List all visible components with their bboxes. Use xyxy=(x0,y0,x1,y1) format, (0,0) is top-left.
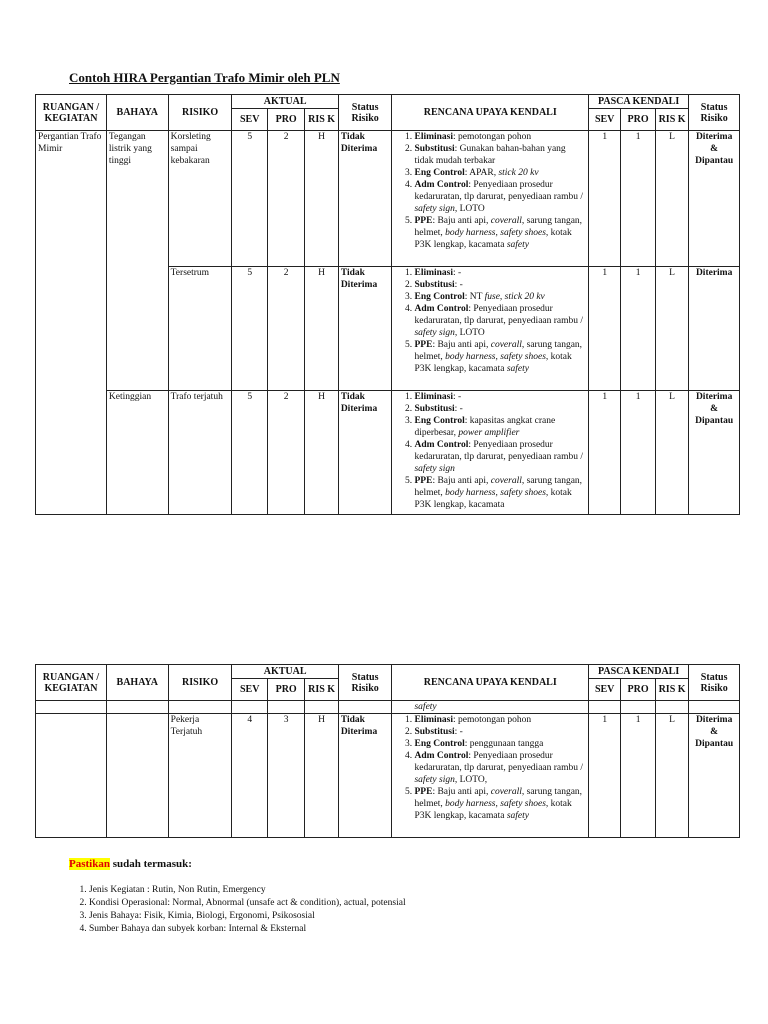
header-aktual: AKTUAL xyxy=(232,95,338,109)
plan-item: 3. Eng Control: NT fuse, stick 20 kv xyxy=(414,291,586,303)
plan-item: 2. Substitusi: - xyxy=(414,726,586,738)
status-cell: Tidak Diterima xyxy=(338,714,392,838)
plan-item: 5. PPE: Baju anti api, coverall, sarung tangan, helmet, body harness, safety shoes, kotak P3K lengkap, kacamata safety xyxy=(414,786,586,822)
sev-cell: 5 xyxy=(232,391,267,515)
header-risiko: RISIKO xyxy=(168,95,232,131)
bahaya-cell xyxy=(106,714,168,838)
plan-item: 4. Adm Control: Penyediaan prosedur kedaruratan, tlp darurat, penyediaan rambu / safety sign, LOTO xyxy=(414,179,586,215)
header-aktual: AKTUAL xyxy=(232,665,338,679)
header-status: Status Risiko xyxy=(338,665,392,701)
header-status: Status Risiko xyxy=(338,95,392,131)
plan-item: 1. Eliminasi: - xyxy=(414,391,586,403)
list-item: 2. Kondisi Operasional: Normal, Abnormal (unsafe act & condition), actual, potensial xyxy=(89,897,406,910)
notes-list xyxy=(69,884,406,936)
header-bahaya: BAHAYA xyxy=(106,95,168,131)
status-pasca-cell: Diterima xyxy=(689,267,740,391)
header-rencana: RENCANA UPAYA KENDALI xyxy=(392,95,589,131)
hira-table-1 xyxy=(35,94,740,515)
pro-cell: 3 xyxy=(267,714,304,838)
plan-item: 1. Eliminasi: - xyxy=(414,267,586,279)
notes-title xyxy=(69,858,406,870)
status-cell: Tidak Diterima xyxy=(338,131,392,267)
sev-pasca-cell: 1 xyxy=(588,391,620,515)
status-cell: Tidak Diterima xyxy=(338,391,392,515)
header-risk: RIS K xyxy=(305,109,338,131)
pro-pasca-cell: 1 xyxy=(621,391,655,515)
plan-item: 5. PPE: Baju anti api, coverall, sarung tangan, helmet, body harness, safety shoes, kotak P3K lengkap, kacamata xyxy=(414,475,586,511)
risk-cell: H xyxy=(305,714,338,838)
plan-item: 1. Eliminasi: pemotongan pohon xyxy=(414,714,586,726)
plan-cell xyxy=(392,131,589,267)
header-risk: RIS K xyxy=(305,679,338,701)
table-row-carryover xyxy=(36,701,740,714)
list-item: 3. Jenis Bahaya: Fisik, Kimia, Biologi, Ergonomi, Psikososial xyxy=(89,910,406,923)
bahaya-cell: Ketinggian xyxy=(106,391,168,515)
plan-item: 5. PPE: Baju anti api, coverall, sarung tangan, helmet, body harness, safety shoes, kotak P3K lengkap, kacamata safety xyxy=(414,215,586,251)
pro-cell: 2 xyxy=(267,131,304,267)
bahaya-cell: Tegangan listrik yang tinggi xyxy=(106,131,168,391)
sev-pasca-cell: 1 xyxy=(588,267,620,391)
header-status-pasca: Status Risiko xyxy=(689,665,740,701)
header-pro-pasca: PRO xyxy=(621,109,655,131)
status-cell: Tidak Diterima xyxy=(338,267,392,391)
header-ruangan: RUANGAN / KEGIATAN xyxy=(36,665,107,701)
header-sev-pasca: SEV xyxy=(588,679,620,701)
risiko-cell: Tersetrum xyxy=(168,267,232,391)
risk-pasca-cell: L xyxy=(655,714,688,838)
status-pasca-cell: Diterima & Dipantau xyxy=(689,131,740,267)
risiko-cell: Korsleting sampai kebakaran xyxy=(168,131,232,267)
header-bahaya: BAHAYA xyxy=(106,665,168,701)
header-status-pasca: Status Risiko xyxy=(689,95,740,131)
plan-item: 4. Adm Control: Penyediaan prosedur kedaruratan, tlp darurat, penyediaan rambu / safety sign, LOTO xyxy=(414,303,586,339)
header-pasca: PASCA KENDALI xyxy=(588,665,688,679)
plan-item: 3. Eng Control: APAR, stick 20 kv xyxy=(414,167,586,179)
plan-item: 2. Substitusi: - xyxy=(414,279,586,291)
risk-pasca-cell: L xyxy=(655,267,688,391)
sev-cell: 5 xyxy=(232,267,267,391)
hira-table-2 xyxy=(35,664,740,838)
plan-list xyxy=(394,267,586,375)
table-row xyxy=(36,131,740,267)
carryover-text: safety xyxy=(392,701,589,714)
header-risk-pasca: RIS K xyxy=(655,109,688,131)
header-rencana: RENCANA UPAYA KENDALI xyxy=(392,665,589,701)
status-pasca-cell: Diterima & Dipantau xyxy=(689,391,740,515)
plan-item: 1. Eliminasi: pemotongan pohon xyxy=(414,131,586,143)
sev-pasca-cell: 1 xyxy=(588,131,620,267)
sev-cell: 4 xyxy=(232,714,267,838)
plan-cell xyxy=(392,714,589,838)
document-title: Contoh HIRA Pergantian Trafo Mimir oleh PLN xyxy=(69,70,340,85)
header-ruangan: RUANGAN / KEGIATAN xyxy=(36,95,107,131)
table-row xyxy=(36,714,740,838)
list-item: 4. Sumber Bahaya dan subyek korban: Internal & Eksternal xyxy=(89,923,406,936)
ruangan-cell: Pergantian Trafo Mimir xyxy=(36,131,107,515)
header-sev: SEV xyxy=(232,679,267,701)
risk-cell: H xyxy=(305,391,338,515)
header-pro: PRO xyxy=(267,679,304,701)
header-pro: PRO xyxy=(267,109,304,131)
highlighted-word: Pastikan xyxy=(69,858,110,870)
pro-cell: 2 xyxy=(267,267,304,391)
sev-pasca-cell: 1 xyxy=(588,714,620,838)
plan-list xyxy=(394,714,586,822)
plan-list xyxy=(394,131,586,251)
ruangan-cell xyxy=(36,714,107,838)
header-pro-pasca: PRO xyxy=(621,679,655,701)
pro-pasca-cell: 1 xyxy=(621,267,655,391)
plan-cell xyxy=(392,267,589,391)
risk-cell: H xyxy=(305,131,338,267)
risk-pasca-cell: L xyxy=(655,131,688,267)
risiko-cell: Pekerja Terjatuh xyxy=(168,714,232,838)
plan-item: 4. Adm Control: Penyediaan prosedur kedaruratan, tlp darurat, penyediaan rambu / safety sign xyxy=(414,439,586,475)
header-sev: SEV xyxy=(232,109,267,131)
risk-cell: H xyxy=(305,267,338,391)
notes-title-rest: sudah termasuk: xyxy=(109,858,192,870)
plan-cell xyxy=(392,391,589,515)
plan-item: 2. Substitusi: - xyxy=(414,403,586,415)
plan-list xyxy=(394,391,586,511)
plan-item: 3. Eng Control: penggunaan tangga xyxy=(414,738,586,750)
sev-cell: 5 xyxy=(232,131,267,267)
plan-item: 2. Substitusi: Gunakan bahan-bahan yang tidak mudah terbakar xyxy=(414,143,586,167)
pro-pasca-cell: 1 xyxy=(621,131,655,267)
header-sev-pasca: SEV xyxy=(588,109,620,131)
risk-pasca-cell: L xyxy=(655,391,688,515)
pro-pasca-cell: 1 xyxy=(621,714,655,838)
pro-cell: 2 xyxy=(267,391,304,515)
plan-item: 5. PPE: Baju anti api, coverall, sarung tangan, helmet, body harness, safety shoes, kotak P3K lengkap, kacamata safety xyxy=(414,339,586,375)
header-risk-pasca: RIS K xyxy=(655,679,688,701)
status-pasca-cell: Diterima & Dipantau xyxy=(689,714,740,838)
header-pasca: PASCA KENDALI xyxy=(588,95,688,109)
risiko-cell: Trafo terjatuh xyxy=(168,391,232,515)
checklist-notes xyxy=(69,858,406,936)
list-item: 1. Jenis Kegiatan : Rutin, Non Rutin, Emergency xyxy=(89,884,406,897)
header-risiko: RISIKO xyxy=(168,665,232,701)
plan-item: 3. Eng Control: kapasitas angkat crane diperbesar, power amplifier xyxy=(414,415,586,439)
table-row xyxy=(36,391,740,515)
plan-item: 4. Adm Control: Penyediaan prosedur kedaruratan, tlp darurat, penyediaan rambu / safety sign, LOTO, xyxy=(414,750,586,786)
